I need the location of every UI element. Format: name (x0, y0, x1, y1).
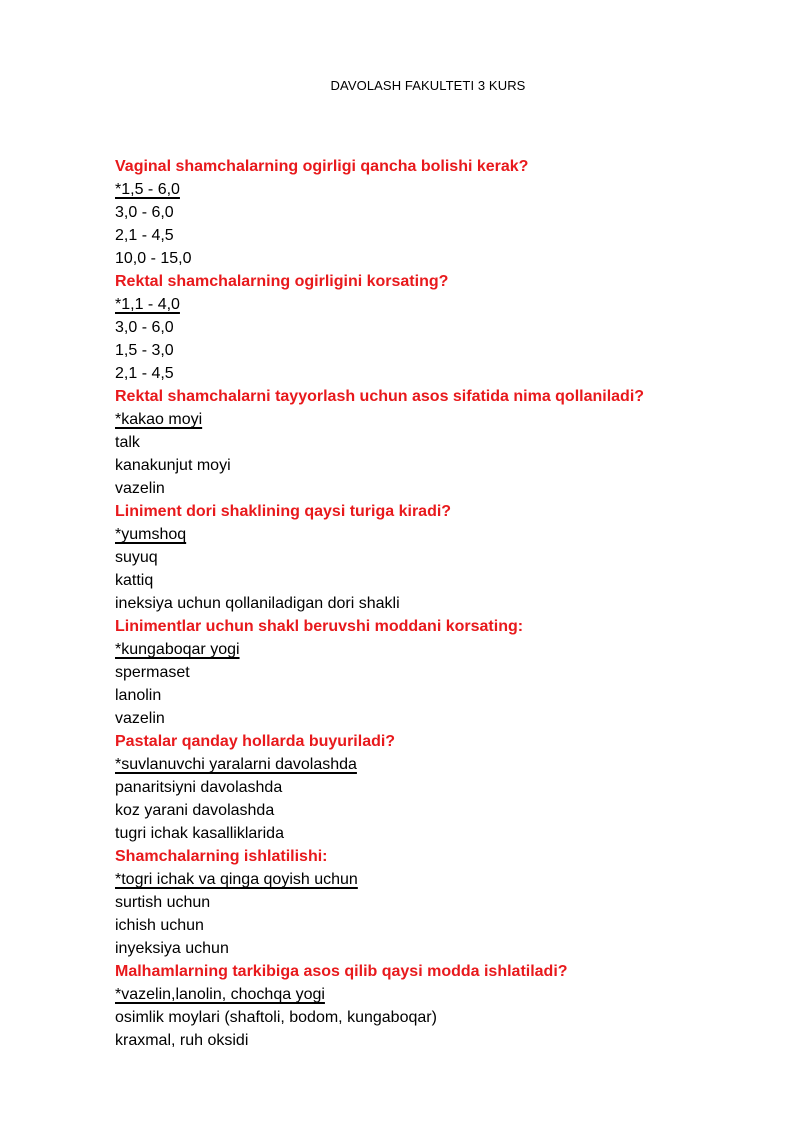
answer-option (115, 1006, 755, 1029)
question-text: Pastalar qanday hollarda buyuriladi? (115, 733, 396, 750)
answer-option (115, 914, 755, 937)
correct-answer (115, 293, 755, 316)
answer-text: *suvlanuvchi yaralarni davolashda (115, 756, 357, 773)
question-text: Linimentlar uchun shakl beruvshi moddani korsating: (115, 618, 524, 635)
answer-option (115, 684, 755, 707)
answer-option (115, 799, 755, 822)
answer-option (115, 224, 755, 247)
correct-answer (115, 983, 755, 1006)
correct-answer (115, 753, 755, 776)
answer-text: surtish uchun (115, 894, 211, 911)
answer-option (115, 1029, 755, 1052)
answer-text: lanolin (115, 687, 162, 704)
answer-option (115, 776, 755, 799)
answer-option (115, 661, 755, 684)
correct-answer (115, 178, 755, 201)
answer-text: *kungaboqar yogi (115, 641, 240, 658)
answer-text: koz yarani davolashda (115, 802, 275, 819)
answer-option (115, 822, 755, 845)
correct-answer (115, 638, 755, 661)
answer-text: 2,1 - 4,5 (115, 365, 174, 382)
answer-option (115, 247, 755, 270)
answer-text: 3,0 - 6,0 (115, 204, 174, 221)
answer-text: 2,1 - 4,5 (115, 227, 174, 244)
question-text: Rektal shamchalarni tayyorlash uchun asos sifatida nima qollaniladi? (115, 388, 645, 405)
page-title: DAVOLASH FAKULTETI 3 KURS (330, 78, 526, 93)
answer-text: vazelin (115, 480, 165, 497)
answer-option (115, 937, 755, 960)
answer-text: *yumshoq (115, 526, 187, 543)
answer-text: ichish uchun (115, 917, 204, 934)
question-text: Liniment dori shaklining qaysi turiga kiradi? (115, 503, 452, 520)
question-text: Vaginal shamchalarning ogirligi qancha bolishi kerak? (115, 158, 529, 175)
answer-option (115, 477, 755, 500)
answer-text: inyeksiya uchun (115, 940, 229, 957)
answer-text: *vazelin,lanolin, chochqa yogi (115, 986, 325, 1003)
answer-option (115, 339, 755, 362)
correct-answer (115, 523, 755, 546)
answer-option (115, 569, 755, 592)
answer-text: kanakunjut moyi (115, 457, 231, 474)
answer-option (115, 891, 755, 914)
answer-text: *kakao moyi (115, 411, 203, 428)
question-text: Rektal shamchalarning ogirligini korsating? (115, 273, 449, 290)
answer-text: kattiq (115, 572, 154, 589)
answer-option (115, 454, 755, 477)
answer-text: 10,0 - 15,0 (115, 250, 192, 267)
answer-text: ineksiya uchun qollaniladigan dori shakli (115, 595, 400, 612)
question-text: Malhamlarning tarkibiga asos qilib qaysi modda ishlatiladi? (115, 963, 568, 980)
answer-text: spermaset (115, 664, 190, 681)
question-list (115, 155, 755, 1052)
answer-text: osimlik moylari (shaftoli, bodom, kungaboqar) (115, 1009, 437, 1026)
answer-option (115, 546, 755, 569)
answer-text: talk (115, 434, 140, 451)
answer-option (115, 316, 755, 339)
answer-text: vazelin (115, 710, 165, 727)
answer-text: 3,0 - 6,0 (115, 319, 174, 336)
correct-answer (115, 408, 755, 431)
answer-text: tugri ichak kasalliklarida (115, 825, 284, 842)
answer-text: *togri ichak va qinga qoyish uchun (115, 871, 358, 888)
answer-option (115, 201, 755, 224)
answer-text: *1,1 - 4,0 (115, 296, 180, 313)
answer-option (115, 362, 755, 385)
answer-text: suyuq (115, 549, 158, 566)
answer-text: 1,5 - 3,0 (115, 342, 174, 359)
answer-text: panaritsiyni davolashda (115, 779, 283, 796)
answer-text: kraxmal, ruh oksidi (115, 1032, 249, 1049)
answer-option (115, 592, 755, 615)
answer-option (115, 431, 755, 454)
question-text: Shamchalarning ishlatilishi: (115, 848, 328, 865)
answer-option (115, 707, 755, 730)
answer-text: *1,5 - 6,0 (115, 181, 180, 198)
correct-answer (115, 868, 755, 891)
